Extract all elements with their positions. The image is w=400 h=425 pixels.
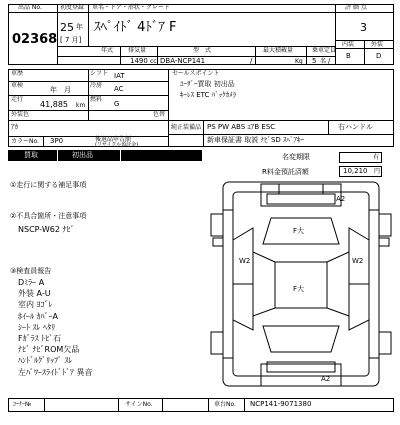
- color-code: 3P0: [50, 137, 64, 145]
- divider: [335, 12, 394, 13]
- divider: [57, 12, 335, 13]
- footer-frame: [8, 398, 394, 412]
- name-change-label: 名変期限: [282, 153, 310, 161]
- inspection-note: ﾎｲｰﾙ ｶﾊﾞｰA: [18, 311, 59, 321]
- mileage-label: 走行: [11, 96, 24, 103]
- divider: [255, 46, 256, 65]
- inspection-note: ｼｰﾄ ｽﾚ ﾍﾀﾘ: [18, 322, 56, 332]
- divider: [364, 40, 365, 65]
- mileage-unit: km: [76, 102, 86, 109]
- recycle-declare-label-2: (リサイクル預託金): [95, 142, 139, 148]
- car-name: ｽﾍﾟｲﾄﾞ 4ﾄﾞｱ F: [94, 20, 177, 35]
- divider: [208, 398, 209, 412]
- inspection-heading: ③検査員報告: [10, 267, 52, 275]
- mileage-value: 41,885: [40, 100, 68, 109]
- divider: [8, 110, 168, 111]
- lot-label: 出品 No.: [18, 4, 42, 11]
- purchase-badge: 買取: [24, 151, 38, 159]
- recycle-paid-unit: 円: [374, 168, 381, 175]
- inspection-note: Fｶﾞﾗｽ ﾄﾋﾞ石: [18, 334, 62, 343]
- car-name-label: 車名・ドア・形状・グレード: [92, 4, 170, 11]
- exterior-label: 外装: [371, 41, 384, 48]
- divider: [43, 136, 44, 147]
- status-divider: [120, 150, 121, 161]
- selling-line-2: ｷｰﾚｽ ETC ﾊﾞｯｸｶﾒﾗ: [180, 91, 237, 99]
- divider: [8, 136, 168, 137]
- selling-label: セールスポイント: [172, 70, 220, 77]
- loadcap-label: 最大積載量: [263, 47, 294, 54]
- displacement-label: 排気量: [128, 47, 147, 54]
- status-divider: [57, 150, 58, 161]
- divider: [168, 69, 169, 147]
- divider: [335, 4, 336, 65]
- inspection-note: 外装 A-U: [18, 289, 51, 299]
- warranty-items: 新車保証書 取説 ﾅﾋﾞSD ｽﾍﾟｱｷｰ: [207, 136, 305, 144]
- interior-label: 内装: [342, 41, 355, 48]
- divider: [244, 398, 245, 412]
- divider: [8, 120, 168, 121]
- color-code-label: カラーNo.: [11, 138, 39, 145]
- divider: [88, 4, 89, 46]
- reg-year-label: 初度登録: [60, 4, 85, 11]
- score-label: 評 価 点: [345, 4, 367, 11]
- name-change-flag: 有: [373, 154, 380, 161]
- selling-line-1: ﾕｰｻﾞｰ買取 初出品: [180, 80, 235, 88]
- divider: [328, 120, 329, 134]
- divider: [306, 46, 307, 65]
- seats-value: 5: [312, 57, 317, 65]
- displacement-unit: cc: [150, 58, 157, 65]
- recycle-paid-label: R料金預託済額: [262, 168, 309, 176]
- inspection-value: 年 月: [50, 86, 71, 94]
- ac-value: AC: [114, 85, 124, 93]
- color-change-label: 色替: [153, 111, 166, 118]
- divider: [8, 12, 57, 13]
- chassis-number: NCP141-9071380: [250, 400, 312, 408]
- shift-value: IAT: [114, 72, 125, 80]
- inspection-label: 車検: [11, 82, 24, 89]
- model-slash: /: [250, 57, 253, 65]
- defect-item: NSCP-W62 ﾅﾋﾞ: [18, 225, 75, 234]
- handle-value: 右ハンドル: [338, 123, 373, 131]
- chassis-label: 車台No.: [214, 401, 236, 408]
- year-label: 年式: [101, 47, 114, 54]
- seats-slash: /: [328, 57, 331, 65]
- exterior-grade: D: [376, 52, 382, 60]
- color-name-label: 外装色: [11, 111, 30, 118]
- divider: [118, 398, 119, 412]
- reg-year-unit: 年: [76, 23, 83, 31]
- damage-mark-windshield: F大: [293, 227, 305, 235]
- equip-value: PS PW ABS ｴｱB ESC: [207, 123, 276, 131]
- equip-label: 純正装備品: [171, 124, 202, 131]
- displacement-value: 1490: [130, 57, 148, 65]
- inspection-note: Dﾐﾗｰ A: [18, 278, 45, 287]
- ac-label: 冷房: [90, 82, 103, 89]
- defect-heading: ②不具合箇所・注意事項: [10, 212, 87, 220]
- divider: [8, 81, 168, 82]
- history-label: 車歴: [11, 70, 24, 77]
- damage-mark-right-door: W2: [352, 257, 364, 265]
- loadcap-unit: Kg: [295, 58, 303, 65]
- damage-mark-rear-bumper: A2: [321, 375, 331, 383]
- reg-month: [ 7 月]: [60, 36, 82, 44]
- shift-label: シフト: [90, 70, 109, 77]
- divider: [162, 398, 163, 412]
- model-value: DBA-NCP141: [160, 57, 206, 65]
- divider: [168, 120, 394, 121]
- sign-no-label: サインNo.: [125, 401, 153, 408]
- damage-mark-left-door: W2: [239, 257, 251, 265]
- seats-unit: 名: [320, 58, 327, 65]
- divider: [8, 95, 168, 96]
- divider: [120, 46, 121, 65]
- corner-no-label: ｺｰﾅｰ№: [13, 401, 32, 408]
- fuel-value: G: [114, 100, 120, 108]
- color-name: ｱｶ: [11, 123, 18, 131]
- damage-mark-rear-glass: F大: [293, 285, 305, 293]
- model-label: 型 式: [193, 47, 212, 54]
- damage-mark-front-right: A2: [336, 195, 346, 203]
- inspection-note: ﾊﾝﾄﾞﾙｸﾞﾘｯﾌﾟ ｽﾚ: [18, 356, 73, 366]
- seats-label: 乗車定員: [312, 47, 337, 54]
- reg-year: 25: [60, 21, 74, 34]
- interior-grade: B: [346, 52, 351, 60]
- divider: [203, 120, 204, 147]
- driving-heading: ①走行に関する補足事項: [10, 181, 87, 189]
- lot-number: 02368: [12, 32, 58, 47]
- car-diagram: [209, 180, 393, 390]
- fuel-label: 燃料: [90, 96, 103, 103]
- recycle-paid-amount: 10,210: [343, 167, 368, 175]
- divider: [44, 398, 45, 412]
- divider: [335, 48, 394, 49]
- first-listing-badge: 初出品: [72, 151, 93, 159]
- inspection-note: ﾅﾋﾞ ﾅﾋﾞROM欠品: [18, 345, 80, 355]
- recycle-declare-label: 後退品申告額: [95, 136, 132, 143]
- divider: [157, 46, 158, 65]
- score-value: 3: [360, 21, 367, 34]
- inspection-note: 室内 ﾖｺﾞﾚ: [18, 300, 53, 310]
- inspection-note: 左ﾊﾟﾜｰｽﾗｲﾄﾞﾄﾞｱ 異音: [18, 367, 93, 377]
- divider: [168, 134, 394, 135]
